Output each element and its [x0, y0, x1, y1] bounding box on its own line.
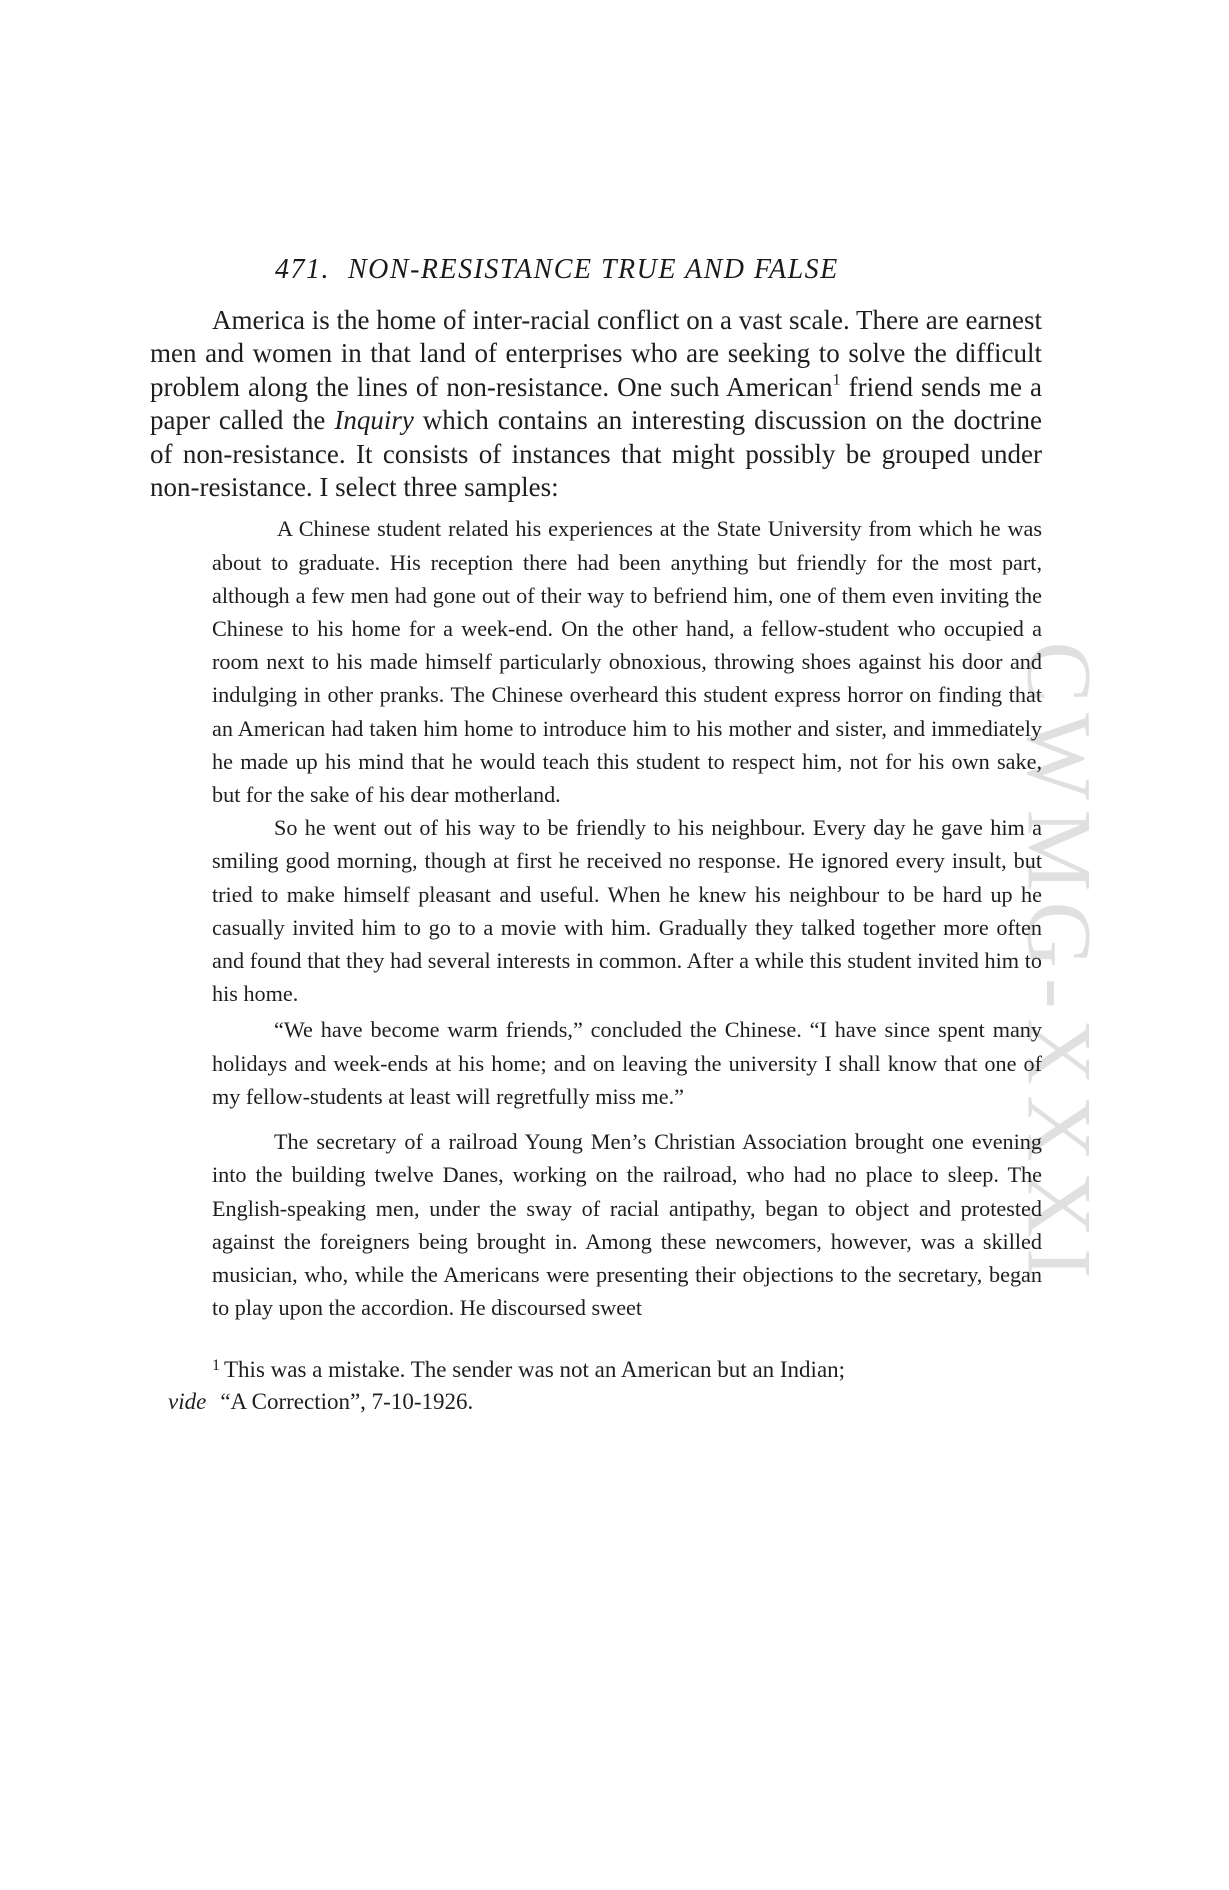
footnote [150, 1350, 1042, 1418]
intro-text-2: friend sends me a paper called the [150, 371, 1042, 436]
intro-text-1: America is the home of inter-racial conflict on a vast scale. There are earnest men and women in that land of enterprises who are seeking to solve the difficult problem along the lines of non-resistance. One such American [150, 305, 1042, 402]
intro-paragraph [150, 304, 1042, 504]
paper-title: Inquiry [334, 405, 414, 436]
intro-text-3: which contains an interesting discussion on the doctrine of non-resistance. It consists of instances that might possibly be grouped under non-resistance. I select three samples: [150, 405, 1042, 503]
article-heading [150, 250, 1042, 290]
quote-paragraph: “We have become warm friends,” concluded the Chinese. “I have since spent many holidays and week-ends at his home; and on leaving the university I shall know that one of my fellow-students at least will regretfully miss me.” [212, 1017, 1042, 1109]
footnote-vide: vide [168, 1389, 207, 1415]
quote-paragraph: A Chinese student related his experiences at the State University from which he was about to graduate. His reception there had been anything but friendly for the most part, although a few men had gone out of their way to befriend him, one of them even inviting the Chinese to his home for a week-end. On the other hand, a fellow-student who occupied a room next to his made himself particularly obnoxious, throwing shoes against his door and indulging in other pranks. The Chinese overheard this student express horror on finding that an American had taken him home to introduce him to his mother and sister, and immediately he made up his mind that he would teach this student to respect him, not for his own sake, but for the sake of his dear motherland. [212, 516, 1042, 808]
page-content [150, 250, 1042, 1418]
quote-paragraph: So he went out of his way to be friendly to his neighbour. Every day he gave him a smiling good morning, though at first he received no response. He ignored every insult, but tried to make himself pleasant and useful. When he knew his neighbour to be hard up he casually invited him to go to a movie with him. Gradually they talked together more often and found that they had several interests in common. After a while this student invited him to his home. [212, 815, 1042, 1007]
quoted-sample-2 [212, 1125, 1042, 1324]
footnote-line [150, 1350, 1042, 1386]
footnote-mark: 1 [212, 1357, 220, 1375]
article-title: NON-RESISTANCE TRUE AND FALSE [348, 254, 839, 285]
watermark-text: CWMG-XXXI [1009, 641, 1111, 1289]
quoted-sample-1 [212, 512, 1042, 1113]
quote-paragraph: The secretary of a railroad Young Men’s Christian Association brought one evening into the building twelve Danes, working on the railroad, who had no place to sleep. The English-speaking men, under the sway of racial antipathy, began to object and protested against the foreigners being brought in. Among these newcomers, however, was a skilled musician, who, while the Americans were presenting their objections to the secretary, began to play upon the accordion. He discoursed sweet [212, 1129, 1042, 1321]
footnote-text: This was a mistake. The sender was not an American but an Indian; [224, 1357, 846, 1383]
footnote-ref: “A Correction”, 7-10-1926. [220, 1389, 474, 1415]
article-number: 471. [275, 254, 330, 285]
footnote-reference: 1 [832, 370, 841, 389]
